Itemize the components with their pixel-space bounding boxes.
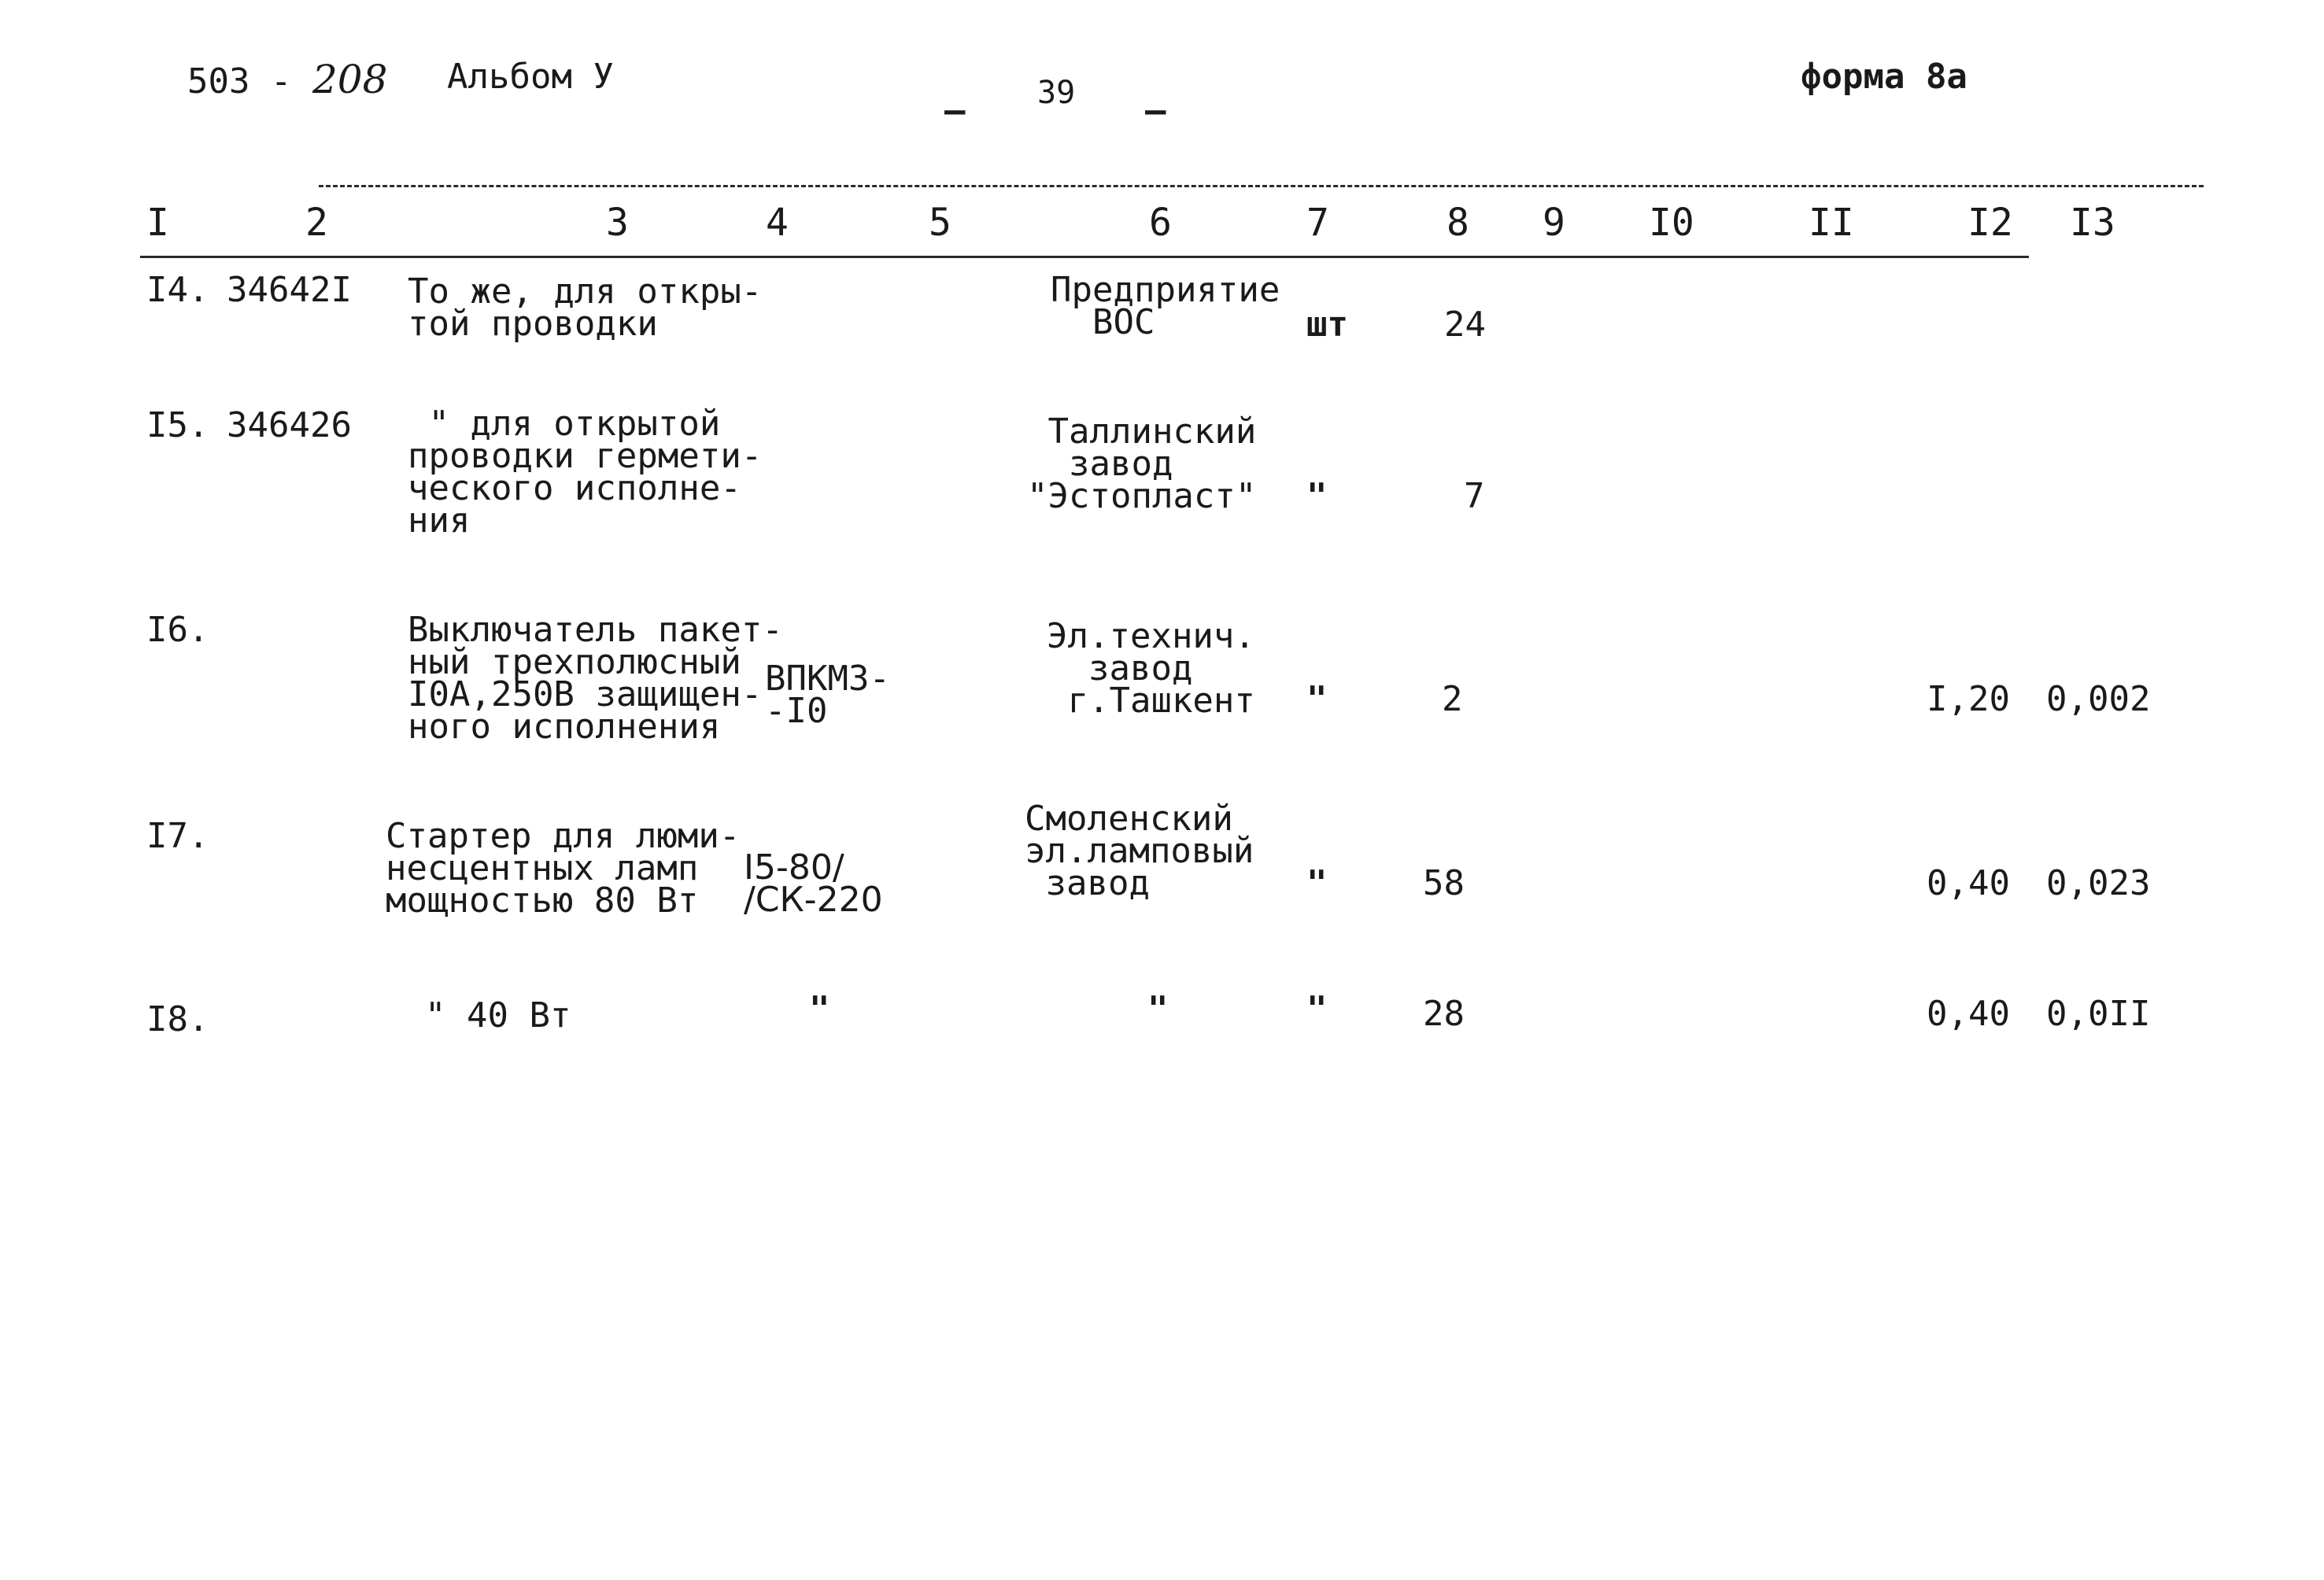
- row-name: " 40 Вт: [425, 995, 571, 1035]
- row-col13: 0,023: [2046, 863, 2151, 903]
- doc-code-handwritten: 208: [312, 57, 388, 102]
- row-unit: ": [1306, 863, 1328, 903]
- col-head-13: I3: [2070, 201, 2115, 245]
- doc-code: [187, 57, 387, 102]
- row-col12: 0,40: [1927, 994, 2010, 1034]
- row-unit: ": [1306, 679, 1328, 719]
- col-head-10: I0: [1649, 201, 1694, 245]
- col-head-8: 8: [1446, 201, 1469, 245]
- row-code: 346426: [227, 405, 352, 445]
- table-header-rule: [140, 256, 2029, 258]
- col-head-6: 6: [1149, 201, 1172, 245]
- row-maker: ": [1147, 989, 1169, 1029]
- row-col13: 0,002: [2046, 679, 2151, 719]
- row-qty: 24: [1444, 305, 1486, 345]
- col-head-1: I: [146, 201, 169, 245]
- row-name: Выключатель пакет- ный трехполюсный I0А,250В защищен- ного исполнения: [408, 610, 783, 747]
- row-qty: 28: [1423, 994, 1465, 1034]
- row-name: " для открытой проводки гермети- ческого исполне- ния: [408, 404, 763, 541]
- form-label: форма 8а: [1801, 57, 1967, 97]
- row-type: ": [809, 989, 830, 1029]
- row-code: 34642I: [227, 270, 352, 310]
- row-name: То же, для откры- той проводки: [408, 271, 763, 344]
- row-unit: шт: [1306, 305, 1348, 345]
- col-head-11: II: [1809, 201, 1854, 245]
- row-number: I7.: [146, 816, 209, 856]
- row-qty: 58: [1423, 863, 1465, 903]
- page-number: 39: [1037, 75, 1076, 111]
- album-label: Альбом У: [447, 57, 614, 97]
- row-type: ВПКМЗ- -I0: [765, 659, 890, 731]
- row-maker: Таллинский завод "Эстопласт": [1027, 412, 1257, 516]
- row-number: I5.: [146, 405, 209, 445]
- row-unit: ": [1306, 989, 1328, 1029]
- row-unit: ": [1306, 476, 1328, 516]
- doc-code-printed: 503 -: [187, 61, 292, 102]
- col-head-4: 4: [766, 201, 789, 245]
- row-maker: Эл.технич. завод г.Ташкент: [1047, 616, 1255, 721]
- row-number: I4.: [146, 270, 209, 310]
- table-top-rule: [319, 185, 2204, 187]
- row-maker: Предприятие ВОС: [1051, 270, 1280, 342]
- row-number: I8.: [146, 999, 209, 1039]
- col-head-9: 9: [1543, 201, 1565, 245]
- row-col12: I,20: [1927, 679, 2010, 719]
- page-dash-right: –: [1145, 90, 1166, 131]
- page-dash-left: –: [944, 90, 966, 131]
- col-head-12: I2: [1967, 201, 2013, 245]
- row-name: Стартер для люми- несцентных ламп мощностью 80 Вт: [386, 816, 741, 921]
- row-col12: 0,40: [1927, 863, 2010, 903]
- col-head-2: 2: [305, 201, 328, 245]
- row-maker: Смоленский эл.ламповый завод: [1025, 799, 1254, 903]
- col-head-3: 3: [606, 201, 629, 245]
- col-head-7: 7: [1306, 201, 1329, 245]
- col-head-5: 5: [929, 201, 951, 245]
- row-col13: 0,0II: [2046, 994, 2151, 1034]
- row-number: I6.: [146, 610, 209, 650]
- row-qty: 2: [1442, 679, 1463, 719]
- row-type: I5-80/ /СК-220: [744, 847, 883, 920]
- row-qty: 7: [1464, 476, 1485, 516]
